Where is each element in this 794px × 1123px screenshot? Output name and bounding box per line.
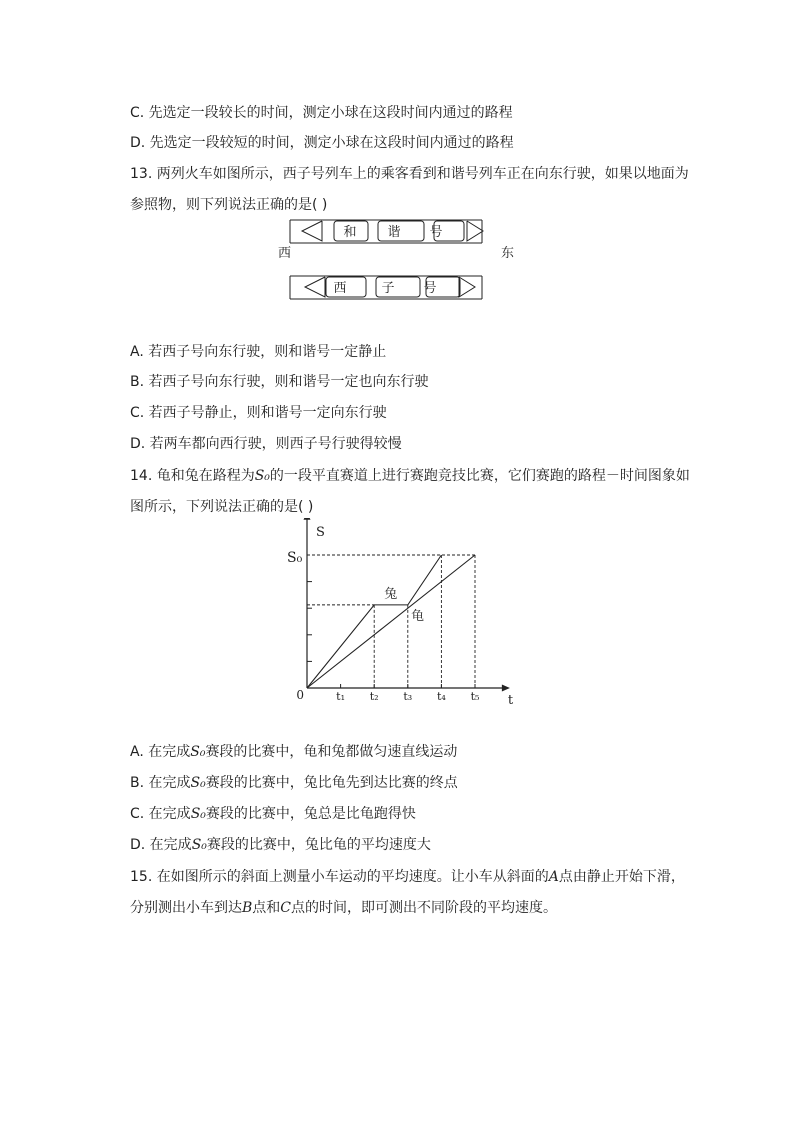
x-tick-label-5: t₅ [470, 690, 480, 703]
q14-option-b [130, 773, 458, 793]
train-top-car-1: 和 [343, 225, 357, 240]
s0-axis-label: S₀ [287, 550, 303, 566]
q14-option-a [130, 742, 457, 762]
q15-stem2-pre: 分别测出小车到达 [130, 900, 242, 916]
point-a-label: A [548, 869, 559, 885]
train-bottom-car-3: 号 [423, 281, 437, 296]
hare-label: 兔 [384, 586, 398, 602]
tortoise-label: 龟 [411, 608, 425, 624]
x-tick-label-1: t₁ [336, 690, 346, 703]
q14-option-d [130, 835, 431, 855]
train-figure [270, 215, 530, 305]
s0-symbol: S₀ [190, 806, 206, 822]
q15-stem-line2 [130, 898, 557, 918]
x-axis-label: t [507, 693, 514, 708]
q15-stem-post: 点由静止开始下滑， [558, 869, 685, 885]
q14-option-a-post: 赛段的比赛中，龟和兔都做匀速直线运动 [205, 744, 458, 760]
q14-option-c-pre: C. 在完成 [130, 806, 191, 822]
q13-option-c: C. 若西子号静止，则和谐号一定向东行驶 [130, 405, 387, 421]
q13-option-b: B. 若西子号向东行驶，则和谐号一定也向东行驶 [130, 374, 429, 390]
train-bottom-car-2: 子 [381, 281, 395, 296]
tortoise-line [307, 555, 475, 688]
q14-option-d-pre: D. 在完成 [130, 837, 192, 853]
s0-symbol: S₀ [254, 468, 270, 484]
q14-stem-pre: 14. 龟和兔在路程为 [130, 468, 255, 484]
x-tick-label-4: t₄ [436, 690, 446, 703]
train-bottom-car-1: 西 [333, 281, 347, 296]
s0-symbol: S₀ [191, 837, 207, 853]
q14-option-c [130, 804, 416, 824]
q13-stem-line2: 参照物，则下列说法正确的是( ) [130, 197, 328, 213]
q13-stem-line1: 13. 两列火车如图所示，西子号列车上的乘客看到和谐号列车正在向东行驶，如果以地面为 [130, 166, 689, 182]
x-axis-arrow [502, 685, 510, 692]
east-label: 东 [501, 246, 515, 261]
y-axis-arrow [304, 518, 311, 520]
distance-time-chart [270, 518, 520, 710]
q13-option-a: A. 若西子号向东行驶，则和谐号一定静止 [130, 344, 387, 360]
s0-symbol: S₀ [190, 744, 206, 760]
x-tick-label-2: t₂ [369, 690, 379, 703]
q15-stem2-mid: 点和 [252, 900, 281, 916]
origin-label: 0 [296, 688, 304, 702]
q14-option-b-pre: B. 在完成 [130, 775, 191, 791]
q15-stem-pre: 15. 在如图所示的斜面上测量小车运动的平均速度。让小车从斜面的 [130, 869, 549, 885]
s0-symbol: S₀ [190, 775, 206, 791]
west-label: 西 [278, 246, 292, 261]
q15-stem2-post: 点的时间，即可测出不同阶段的平均速度。 [291, 900, 558, 916]
point-b-label: B [242, 900, 253, 916]
q14-option-d-post: 赛段的比赛中，兔比龟的平均速度大 [206, 837, 431, 853]
q14-stem-line1 [130, 466, 690, 486]
q14-option-b-post: 赛段的比赛中，兔比龟先到达比赛的终点 [205, 775, 458, 791]
point-c-label: C [280, 900, 292, 916]
q12-option-d: D. 先选定一段较短的时间，测定小球在这段时间内通过的路程 [130, 135, 514, 151]
q14-option-c-post: 赛段的比赛中，兔总是比龟跑得快 [205, 806, 416, 822]
q13-option-d: D. 若两车都向西行驶，则西子号行驶得较慢 [130, 436, 402, 452]
q14-stem-line2: 图所示，下列说法正确的是( ) [130, 499, 314, 515]
train-top-car-2: 谐 [387, 225, 401, 240]
q14-stem-post: 的一段平直赛道上进行赛跑竞技比赛，它们赛跑的路程－时间图象如 [269, 468, 690, 484]
x-tick-label-3: t₃ [403, 690, 413, 703]
train-top-car-3: 号 [429, 225, 443, 240]
y-axis-label: S [316, 525, 325, 540]
q15-stem-line1 [130, 867, 685, 887]
q12-option-c: C. 先选定一段较长的时间，测定小球在这段时间内通过的路程 [130, 105, 513, 121]
q14-option-a-pre: A. 在完成 [130, 744, 191, 760]
